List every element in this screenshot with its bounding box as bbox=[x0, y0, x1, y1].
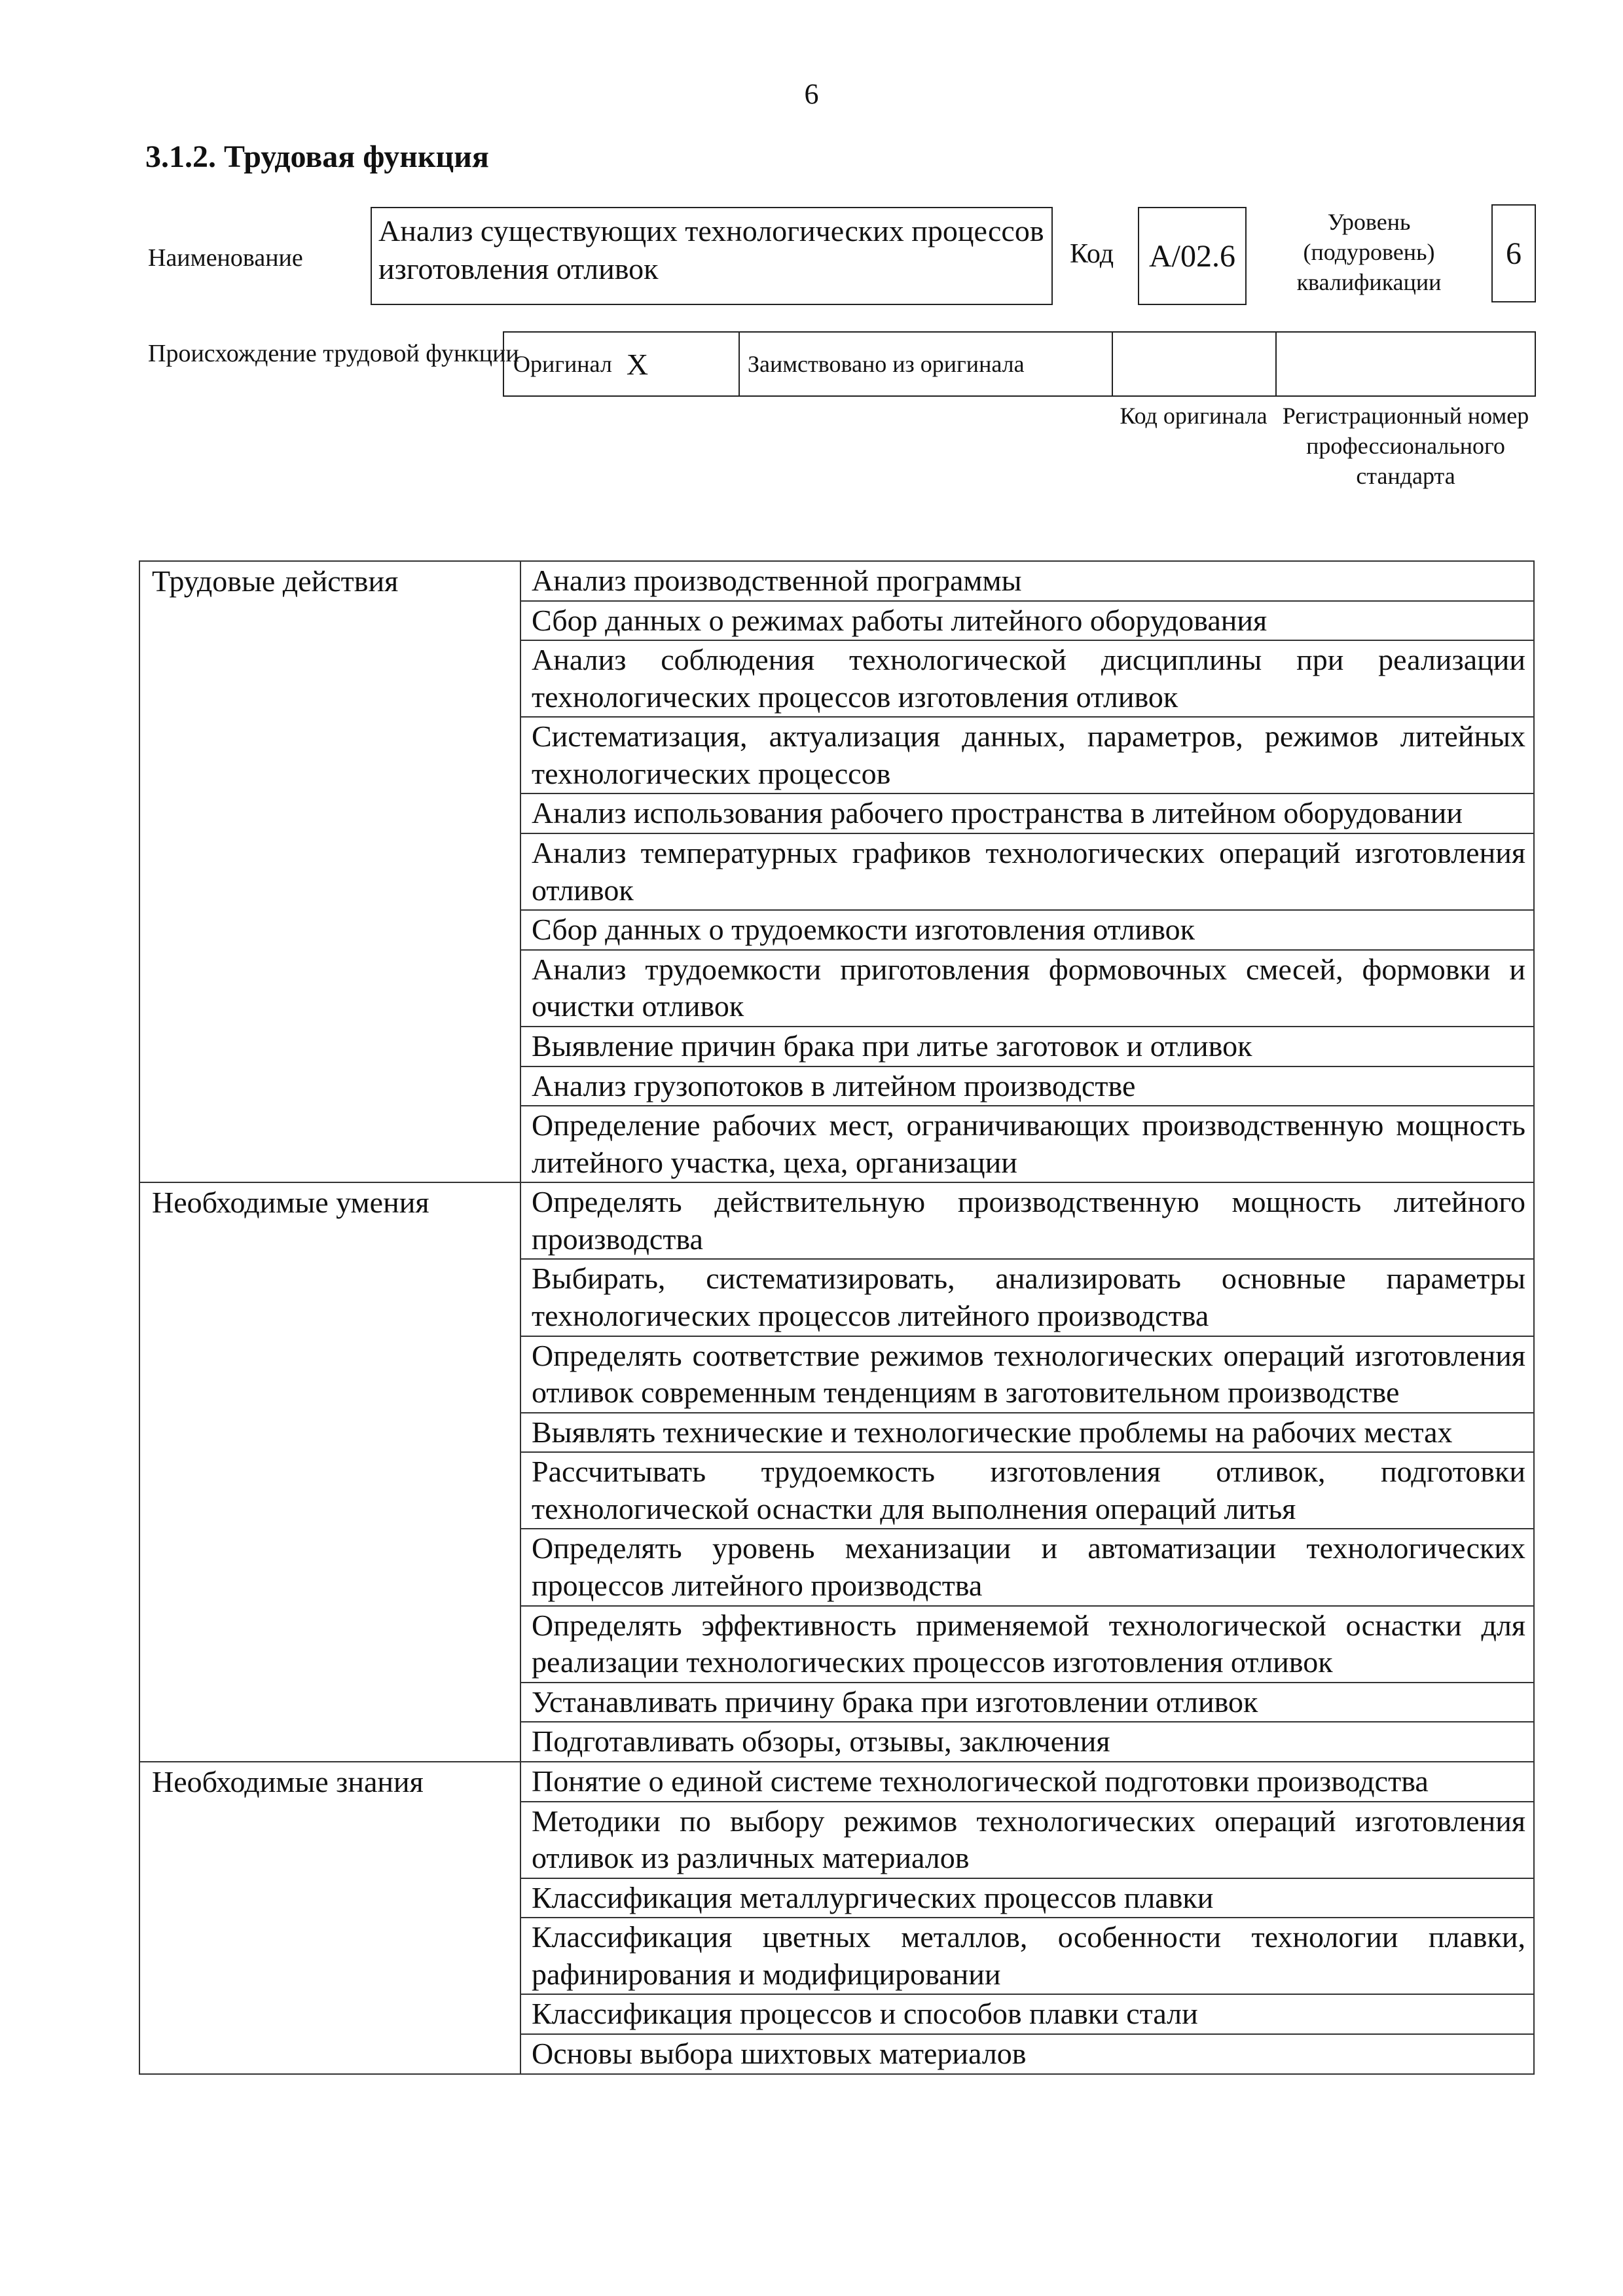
function-name-field: Анализ существующих технологических процессов изготовления отливок bbox=[371, 207, 1053, 305]
section-item: Выявление причин брака при литье заготовок и отливок bbox=[520, 1027, 1534, 1066]
origin-label: Происхождение трудовой функции bbox=[148, 340, 519, 367]
section-item: Анализ использования рабочего пространства в литейном оборудовании bbox=[520, 793, 1534, 833]
origin-table bbox=[503, 331, 1536, 397]
section-item: Классификация процессов и способов плавки стали bbox=[520, 1994, 1534, 2034]
table-row bbox=[139, 561, 1534, 601]
registration-number-cell bbox=[1277, 333, 1535, 395]
section-item: Устанавливать причину брака при изготовлении отливок bbox=[520, 1683, 1534, 1722]
function-details-table bbox=[139, 560, 1535, 2075]
section-item: Анализ производственной программы bbox=[520, 561, 1534, 601]
section-item: Классификация цветных металлов, особенности технологии плавки, рафинирования и модифицировании bbox=[520, 1918, 1534, 1994]
section-title: Необходимые умения bbox=[139, 1182, 520, 1762]
section-item: Определять действительную производственную мощность литейного производства bbox=[520, 1182, 1534, 1259]
section-heading: 3.1.2. Трудовая функция bbox=[145, 139, 489, 174]
section-item: Анализ грузопотоков в литейном производстве bbox=[520, 1066, 1534, 1106]
section-item: Выявлять технические и технологические проблемы на рабочих местах bbox=[520, 1413, 1534, 1453]
section-item: Определять соответствие режимов технологических операций изготовления отливок современным тенденциям в заготовительном производстве bbox=[520, 1336, 1534, 1413]
section-item: Сбор данных о трудоемкости изготовления отливок bbox=[520, 910, 1534, 950]
original-label: Оригинал bbox=[513, 351, 612, 377]
registration-number-caption: Регистрационный номер профессионального стандарта bbox=[1282, 403, 1529, 490]
section-item: Рассчитывать трудоемкость изготовления отливок, подготовки технологической оснастки для выполнения операций литья bbox=[520, 1452, 1534, 1529]
section-item: Понятие о единой системе технологической подготовки производства bbox=[520, 1762, 1534, 1802]
original-mark: X bbox=[626, 347, 649, 381]
section-item: Основы выбора шихтовых материалов bbox=[520, 2034, 1534, 2074]
section-item: Анализ соблюдения технологической дисциплины при реализации технологических процессов изготовления отливок bbox=[520, 640, 1534, 717]
original-code-caption: Код оригинала bbox=[1120, 403, 1267, 429]
borrowed-label: Заимствовано из оригинала bbox=[748, 351, 1025, 377]
qualification-level-label: Уровень (подуровень) квалификации bbox=[1296, 209, 1442, 296]
table-row bbox=[139, 1762, 1534, 1802]
section-item: Подготавливать обзоры, отзывы, заключения bbox=[520, 1722, 1534, 1762]
code-label: Код bbox=[1070, 239, 1114, 269]
section-item: Определение рабочих мест, ограничивающих производственную мощность литейного участка, цеха, организации bbox=[520, 1106, 1534, 1182]
section-item: Систематизация, актуализация данных, параметров, режимов литейных технологических процессов bbox=[520, 717, 1534, 793]
section-item: Определять эффективность применяемой технологической оснастки для реализации технологических процессов изготовления отливок bbox=[520, 1606, 1534, 1683]
section-item: Сбор данных о режимах работы литейного оборудования bbox=[520, 601, 1534, 641]
section-item: Анализ трудоемкости приготовления формовочных смесей, формовки и очистки отливок bbox=[520, 950, 1534, 1027]
name-label: Наименование bbox=[148, 244, 303, 272]
section-item: Классификация металлургических процессов плавки bbox=[520, 1878, 1534, 1918]
qualification-level-field: 6 bbox=[1491, 204, 1536, 302]
section-item: Анализ температурных графиков технологических операций изготовления отливок bbox=[520, 833, 1534, 910]
table-row bbox=[139, 1182, 1534, 1259]
borrowed-cell bbox=[740, 333, 1113, 395]
section-item: Выбирать, систематизировать, анализировать основные параметры технологических процессов литейного производства bbox=[520, 1259, 1534, 1336]
section-title: Трудовые действия bbox=[139, 561, 520, 1182]
code-field: А/02.6 bbox=[1138, 207, 1247, 305]
section-item: Методики по выбору режимов технологических операций изготовления отливок из различных материалов bbox=[520, 1802, 1534, 1878]
page-number: 6 bbox=[804, 78, 819, 110]
original-code-cell bbox=[1113, 333, 1277, 395]
section-item: Определять уровень механизации и автоматизации технологических процессов литейного производства bbox=[520, 1529, 1534, 1605]
original-cell bbox=[504, 333, 740, 395]
section-title: Необходимые знания bbox=[139, 1762, 520, 2074]
